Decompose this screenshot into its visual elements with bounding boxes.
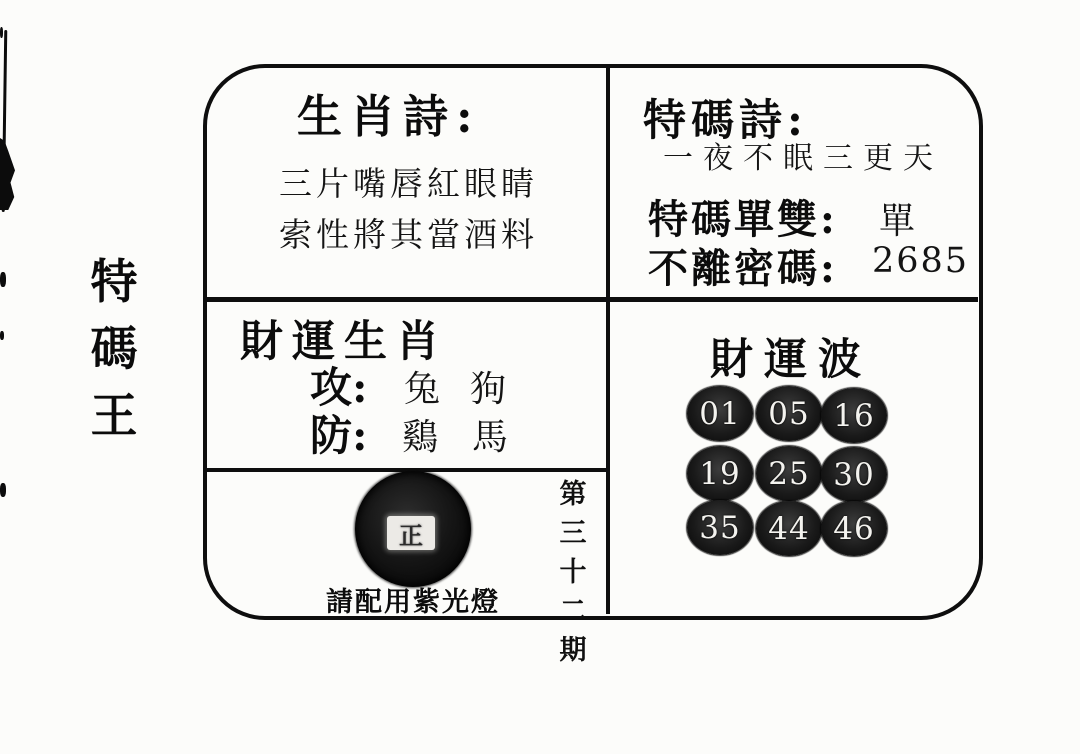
fortune-number-ball: 30 xyxy=(821,447,887,502)
issue-char: 第 xyxy=(559,479,587,510)
attack-value-1: 兔 xyxy=(404,369,441,410)
issue-char: 期 xyxy=(559,635,587,666)
masthead-title xyxy=(82,245,146,444)
scan-artifact-dot xyxy=(0,331,4,340)
defend-label: 防: xyxy=(310,411,368,460)
fortune-number-ball: 46 xyxy=(821,501,887,556)
fortune-number-ball: 19 xyxy=(687,446,753,501)
fortune-zodiac-title: 財運生肖 xyxy=(240,317,448,367)
defend-value-1: 鷄 xyxy=(402,417,439,458)
scan-artifact-dot xyxy=(0,27,3,38)
ink-seal xyxy=(355,471,471,587)
fortune-number-ball: 35 xyxy=(687,500,753,555)
scan-artifact-blob xyxy=(0,138,15,210)
fortune-number-ball: 05 xyxy=(756,386,822,441)
zodiac-poem-line1: 三片嘴唇紅眼睛 xyxy=(279,164,538,203)
fortune-number-ball: 01 xyxy=(687,386,753,441)
fortune-number-ball: 25 xyxy=(756,446,822,501)
special-poem-line: 一夜不眠三更天 xyxy=(663,141,943,176)
zodiac-poem-line2: 索性將其當酒料 xyxy=(279,215,538,254)
issue-number xyxy=(552,472,594,666)
special-poem-title: 特碼詩: xyxy=(643,96,808,146)
attack-label: 攻: xyxy=(310,363,368,412)
fortune-number-ball: 44 xyxy=(756,501,822,556)
masthead-char: 王 xyxy=(90,389,138,444)
masthead-char: 碼 xyxy=(90,322,138,377)
scan-artifact-dot xyxy=(0,272,6,287)
zodiac-poem-title: 生肖詩: xyxy=(297,90,481,143)
vertical-divider xyxy=(606,66,610,614)
secret-code-value: 2685 xyxy=(872,241,970,281)
seal-character: 正 xyxy=(399,520,423,550)
horizontal-divider xyxy=(206,297,978,302)
fortune-wave-title: 財運波 xyxy=(710,335,872,385)
issue-char: 二 xyxy=(559,596,587,627)
defend-value-2: 馬 xyxy=(472,417,509,458)
odd-even-label: 特碼單雙: xyxy=(648,196,838,243)
seal-inner-window xyxy=(387,516,435,550)
uv-light-note: 請配用紫光燈 xyxy=(326,587,500,618)
odd-even-value: 單 xyxy=(879,201,916,242)
secret-code-label: 不離密碼: xyxy=(648,245,838,292)
issue-char: 三 xyxy=(559,518,587,549)
masthead-char: 特 xyxy=(90,255,138,310)
attack-value-2: 狗 xyxy=(470,369,507,410)
issue-char: 十 xyxy=(559,557,587,588)
fortune-number-ball: 16 xyxy=(821,388,887,443)
scan-artifact-dot xyxy=(0,483,6,497)
